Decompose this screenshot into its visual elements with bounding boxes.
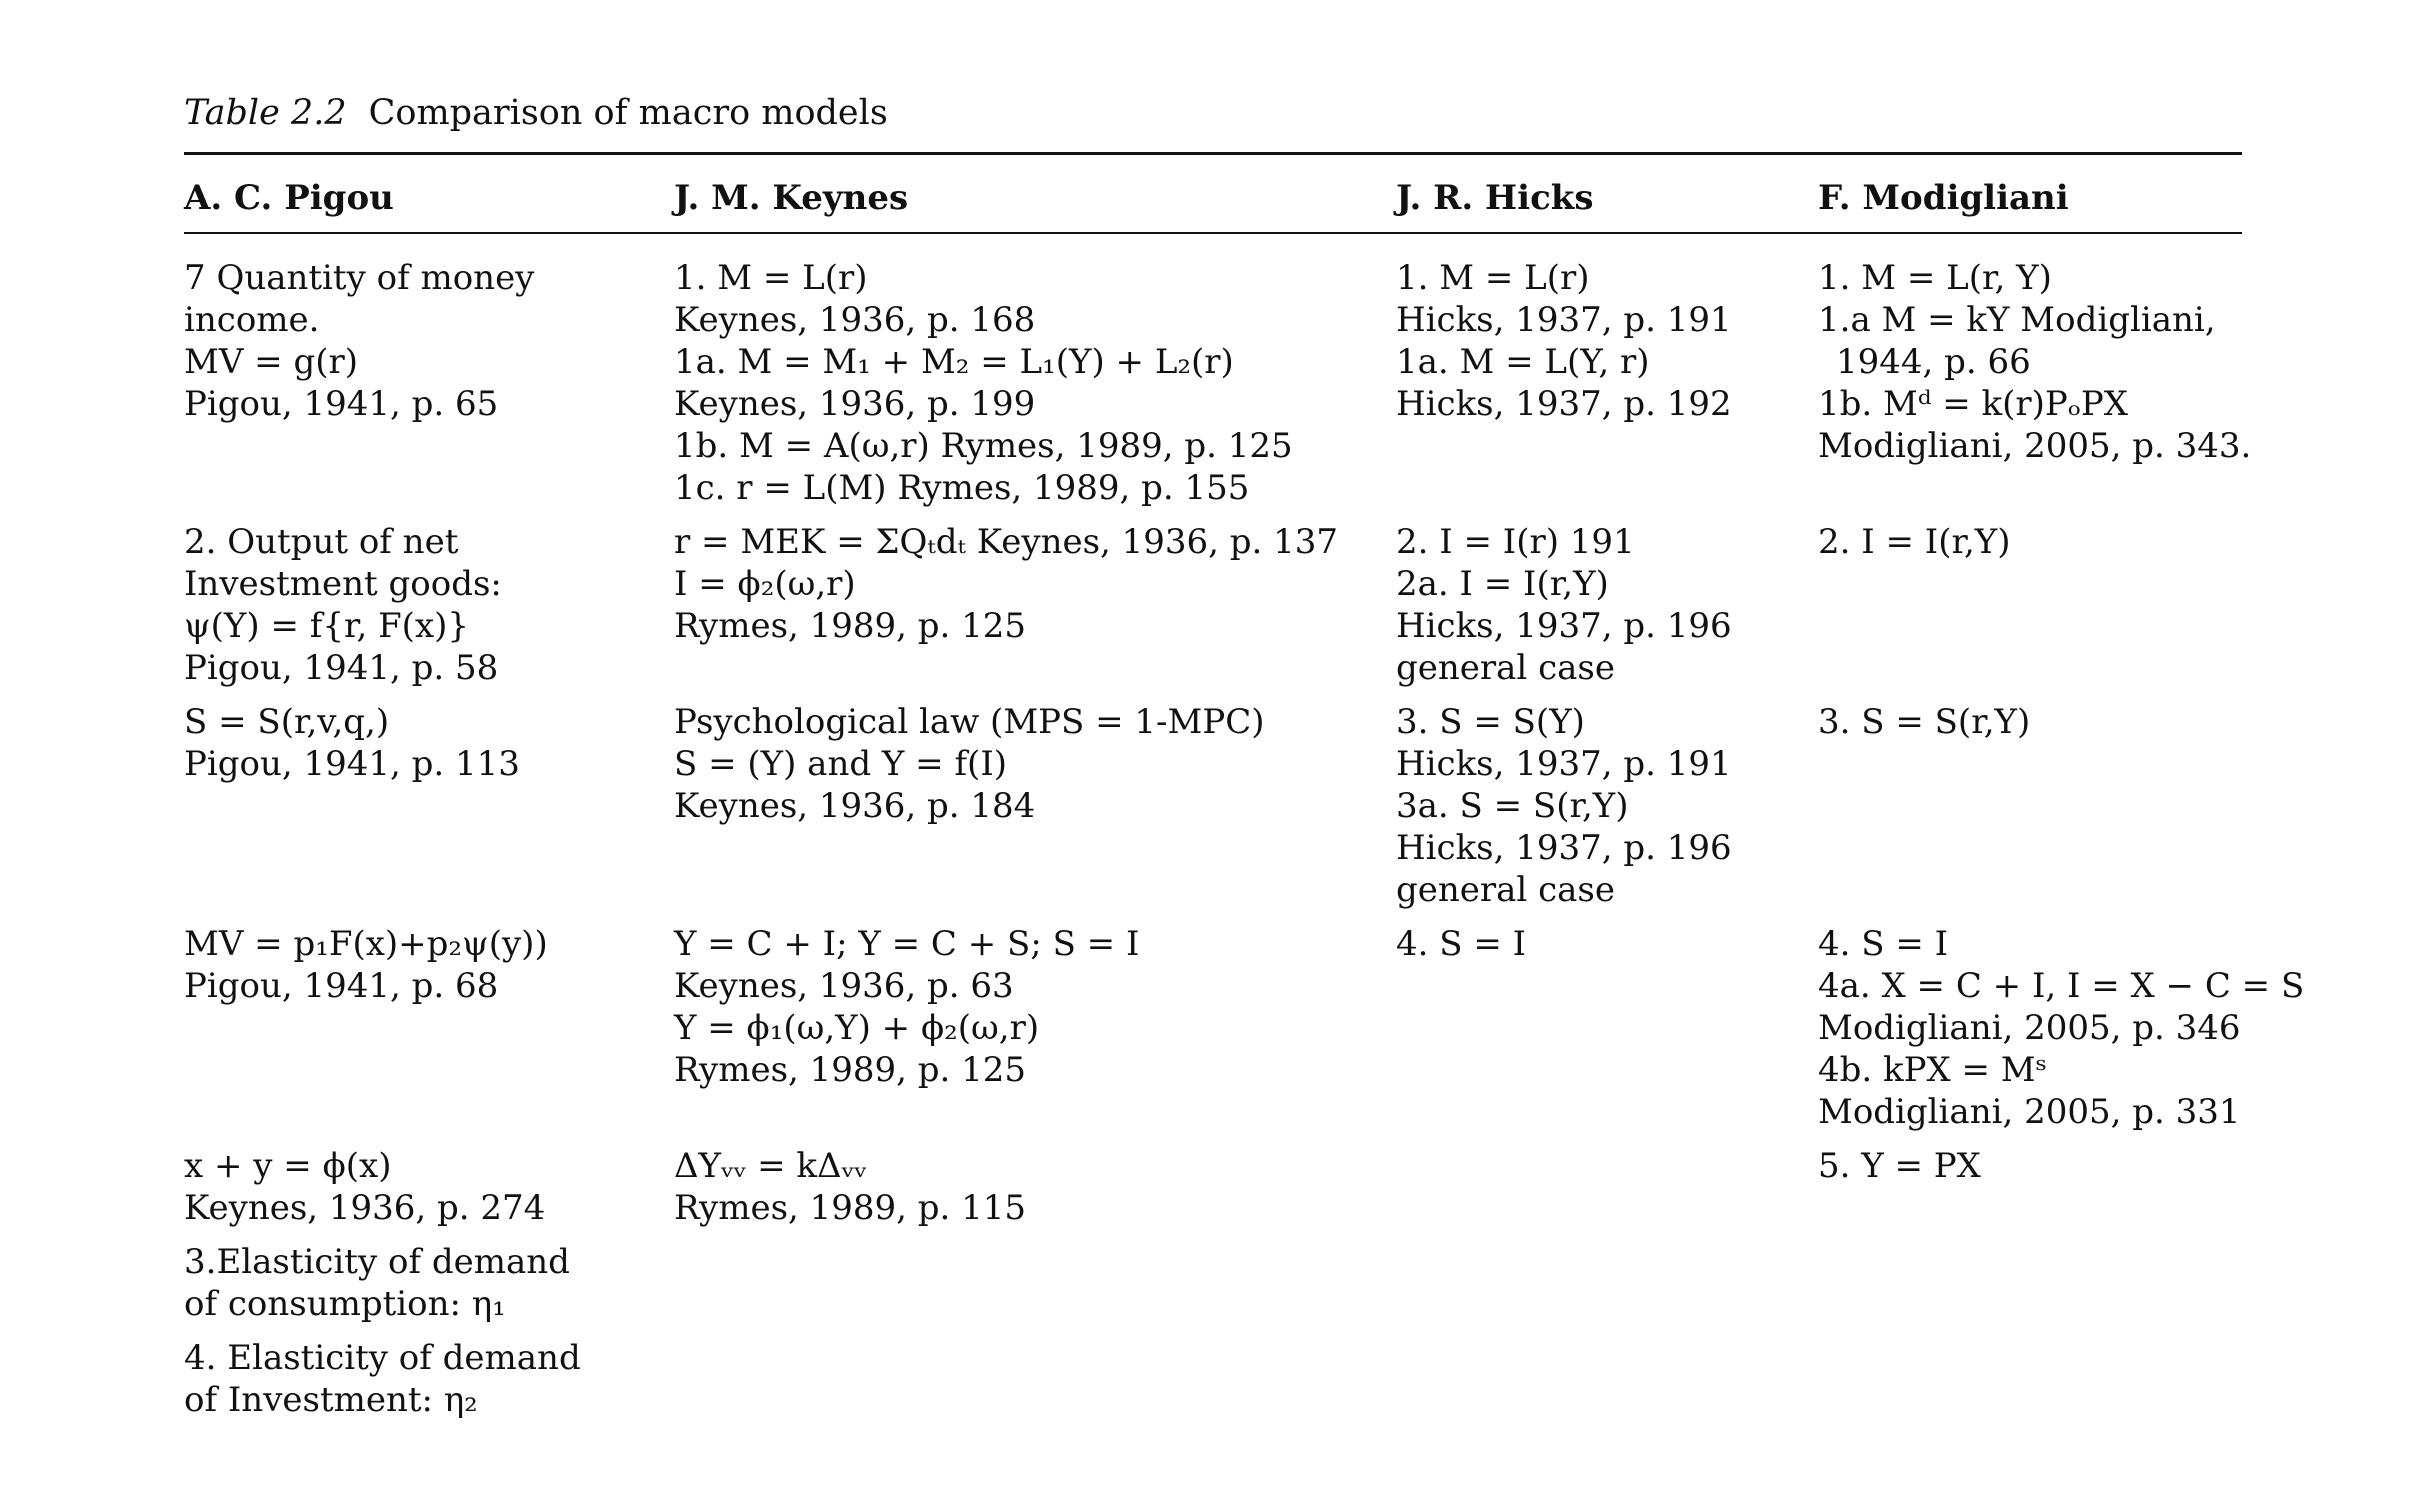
cell-line: Hicks, 1937, p. 191	[1396, 300, 1732, 340]
cell-line: Rymes, 1989, p. 115	[674, 1188, 1027, 1228]
cell-line: Psychological law (MPS = 1-MPC)	[674, 702, 1265, 742]
cell-line: 2a. I = I(r,Y)	[1396, 564, 1609, 604]
header-hicks: J. R. Hicks	[1396, 178, 1594, 218]
cell-line: Rymes, 1989, p. 125	[674, 606, 1027, 646]
cell-keynes	[674, 1145, 1396, 1421]
cell-hicks	[1396, 521, 1818, 689]
header-keynes: J. M. Keynes	[674, 178, 909, 218]
cell-pigou	[184, 701, 674, 911]
cell-line: 4. S = I	[1396, 924, 1527, 964]
cell-pigou	[184, 923, 674, 1133]
cell-line: Y = ϕ₁(ω,Y) + ϕ₂(ω,r)	[674, 1008, 1040, 1048]
cell-line: S = (Y) and Y = f(I)	[674, 744, 1008, 784]
cell-line: 3. S = S(Y)	[1396, 702, 1585, 742]
cell-block	[184, 1229, 674, 1325]
cell-line: Pigou, 1941, p. 68	[184, 966, 499, 1006]
cell-line: 4a. X = C + I, I = X − C = S	[1818, 966, 2305, 1006]
cell-line: 3. S = S(r,Y)	[1818, 702, 2031, 742]
cell-line: 1. M = L(r, Y)	[1818, 258, 2052, 298]
cell-hicks	[1396, 257, 1818, 509]
cell-keynes	[674, 521, 1396, 689]
cell-line: Hicks, 1937, p. 191	[1396, 744, 1732, 784]
cell-keynes	[674, 701, 1396, 911]
table-title: Comparison of macro models	[368, 93, 888, 133]
header-modigliani: F. Modigliani	[1818, 178, 2069, 218]
cell-line: 1b. M = A(ω,r) Rymes, 1989, p. 125	[674, 426, 1293, 466]
cell-modigliani	[1818, 923, 2305, 1133]
cell-modigliani	[1818, 521, 2242, 689]
cell-line: Hicks, 1937, p. 196	[1396, 828, 1732, 868]
cell-line: 3.Elasticity of demand	[184, 1242, 570, 1282]
cell-line: x + y = ϕ(x)	[184, 1146, 392, 1186]
cell-pigou	[184, 257, 674, 509]
cell-hicks	[1396, 1145, 1818, 1421]
cell-keynes	[674, 257, 1396, 509]
cell-line: Modigliani, 2005, p. 331	[1818, 1092, 2241, 1132]
cell-line: Investment goods:	[184, 564, 502, 604]
cell-line: S = S(r,v,q,)	[184, 702, 390, 742]
cell-line: 7 Quantity of money	[184, 258, 535, 298]
cell-line: Pigou, 1941, p. 65	[184, 384, 499, 424]
cell-line: 1a. M = L(Y, r)	[1396, 342, 1650, 382]
cell-line: MV = g(r)	[184, 342, 359, 382]
cell-line: ΔYᵥᵥ = kΔᵥᵥ	[674, 1146, 867, 1186]
cell-line: r = MEK = ΣQₜdₜ Keynes, 1936, p. 137	[674, 522, 1339, 562]
cell-line: 1b. Mᵈ = k(r)PₒPX	[1818, 384, 2128, 424]
cell-line: Hicks, 1937, p. 196	[1396, 606, 1732, 646]
cell-hicks	[1396, 923, 1818, 1133]
cell-modigliani	[1818, 1145, 2242, 1421]
cell-pigou	[184, 521, 674, 689]
header-row	[184, 155, 2242, 232]
cell-line: 1. M = L(r)	[1396, 258, 1590, 298]
cell-line: 1944, p. 66	[1836, 342, 2031, 382]
table-number: Table 2.2	[184, 93, 347, 133]
cell-line: Pigou, 1941, p. 58	[184, 648, 499, 688]
cell-line: 4b. kPX = Mˢ	[1818, 1050, 2048, 1090]
cell-line: 1a. M = M₁ + M₂ = L₁(Y) + L₂(r)	[674, 342, 1234, 382]
cell-line: ψ(Y) = f{r, F(x)}	[184, 606, 470, 646]
cell-line: Modigliani, 2005, p. 343.	[1818, 426, 2252, 466]
cell-line: Keynes, 1936, p. 184	[674, 786, 1036, 826]
table-row	[184, 509, 2242, 689]
cell-line: MV = p₁F(x)+p₂ψ(y))	[184, 924, 548, 964]
cell-line: 1.a M = kY Modigliani,	[1818, 300, 2216, 340]
cell-hicks	[1396, 701, 1818, 911]
cell-line: 4. S = I	[1818, 924, 1949, 964]
cell-line: Y = C + I; Y = C + S; S = I	[674, 924, 1140, 964]
cell-keynes	[674, 923, 1396, 1133]
cell-line: general case	[1396, 870, 1615, 910]
cell-modigliani	[1818, 257, 2252, 509]
cell-modigliani	[1818, 701, 2242, 911]
cell-line: 2. I = I(r) 191	[1396, 522, 1635, 562]
cell-line: of consumption: η₁	[184, 1284, 506, 1324]
cell-line: I = ϕ₂(ω,r)	[674, 564, 856, 604]
cell-line: 2. I = I(r,Y)	[1818, 522, 2011, 562]
cell-block	[184, 1145, 674, 1229]
cell-line: 3a. S = S(r,Y)	[1396, 786, 1629, 826]
cell-line: Keynes, 1936, p. 199	[674, 384, 1036, 424]
cell-line: 2. Output of net	[184, 522, 459, 562]
table-row	[184, 689, 2242, 911]
cell-pigou	[184, 1145, 674, 1421]
table-row	[184, 234, 2252, 509]
cell-line: Rymes, 1989, p. 125	[674, 1050, 1027, 1090]
cell-line: 1. M = L(r)	[674, 258, 868, 298]
header-pigou: A. C. Pigou	[184, 178, 394, 218]
cell-line: of Investment: η₂	[184, 1380, 478, 1420]
table-row	[184, 1133, 2242, 1421]
cell-line: 1c. r = L(M) Rymes, 1989, p. 155	[674, 468, 1250, 508]
cell-line: 4. Elasticity of demand	[184, 1338, 581, 1378]
cell-line: Keynes, 1936, p. 274	[184, 1188, 546, 1228]
cell-line: general case	[1396, 648, 1615, 688]
table-caption	[184, 88, 2242, 138]
cell-line: income.	[184, 300, 320, 340]
table-document	[184, 88, 2305, 1421]
cell-line: Hicks, 1937, p. 192	[1396, 384, 1732, 424]
cell-line: Pigou, 1941, p. 113	[184, 744, 520, 784]
cell-line: Modigliani, 2005, p. 346	[1818, 1008, 2241, 1048]
cell-line: 5. Y = PX	[1818, 1146, 1981, 1186]
table-row	[184, 911, 2305, 1133]
cell-block	[184, 1325, 674, 1421]
cell-line: Keynes, 1936, p. 63	[674, 966, 1014, 1006]
cell-line: Keynes, 1936, p. 168	[674, 300, 1036, 340]
